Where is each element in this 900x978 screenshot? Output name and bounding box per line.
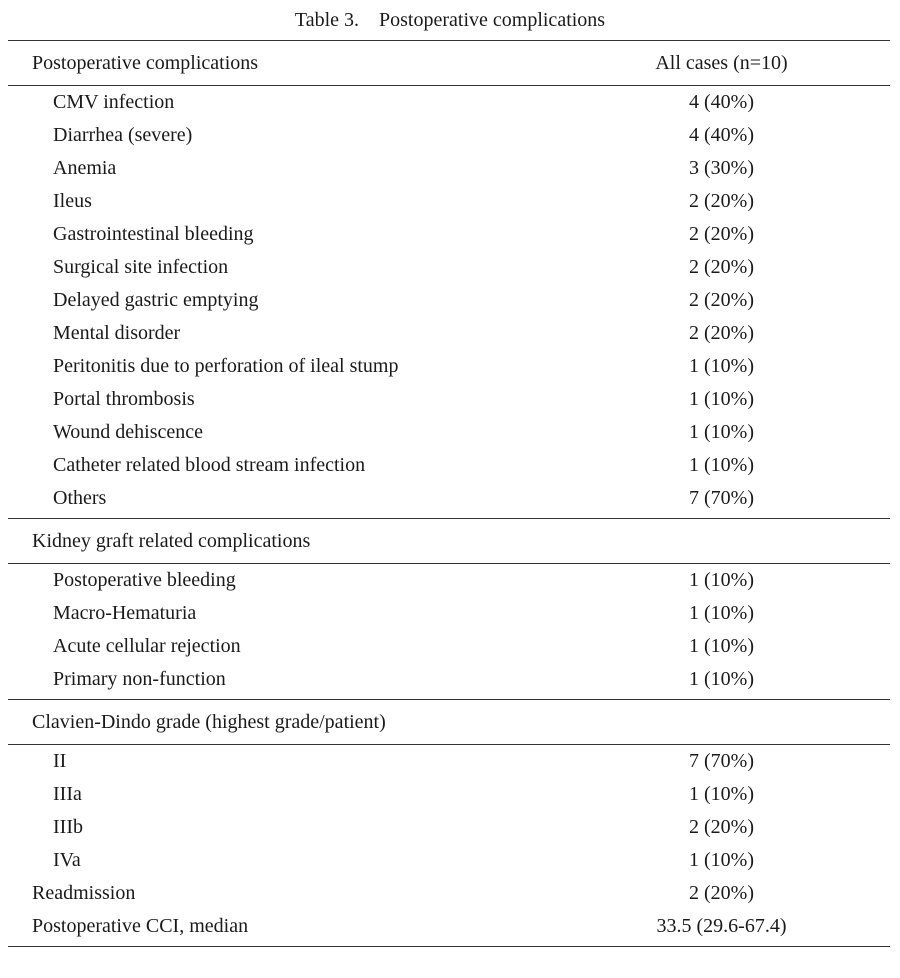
table-row xyxy=(8,86,890,119)
row-value: 33.5 (29.6-67.4) xyxy=(656,915,787,937)
table-row xyxy=(8,811,890,844)
row-value: 1 (10%) xyxy=(689,602,754,624)
row-label: Portal thrombosis xyxy=(53,388,195,410)
row-label: II xyxy=(53,750,67,772)
row-label: Mental disorder xyxy=(53,322,181,344)
row-value: 1 (10%) xyxy=(689,635,754,657)
table-row xyxy=(8,910,890,943)
row-value: 1 (10%) xyxy=(689,668,754,690)
row-value: 1 (10%) xyxy=(689,783,754,805)
row-label: Anemia xyxy=(53,157,117,179)
table-row xyxy=(8,745,890,778)
header-label: Postoperative complications xyxy=(32,52,259,74)
section-title: Clavien-Dindo grade (highest grade/patient) xyxy=(32,711,386,733)
table-row xyxy=(8,152,890,185)
row-value: 3 (30%) xyxy=(689,157,754,179)
row-label: Postoperative bleeding xyxy=(53,569,236,591)
row-label: Diarrhea (severe) xyxy=(53,124,193,146)
table-row xyxy=(8,119,890,152)
row-label: Macro-Hematuria xyxy=(53,602,197,624)
row-value: 1 (10%) xyxy=(689,388,754,410)
row-label: Peritonitis due to perforation of ileal stump xyxy=(53,355,399,377)
row-label: Gastrointestinal bleeding xyxy=(53,223,254,245)
row-value: 2 (20%) xyxy=(689,223,754,245)
section-heading xyxy=(8,700,890,744)
header-value: All cases (n=10) xyxy=(655,52,788,74)
row-value: 7 (70%) xyxy=(689,750,754,772)
bottom-rule xyxy=(8,946,890,947)
section-footer xyxy=(8,877,890,946)
section-title: Kidney graft related complications xyxy=(32,530,311,552)
table-caption: Table 3. Postoperative complications xyxy=(294,9,606,31)
row-label: CMV infection xyxy=(53,91,175,113)
table-row xyxy=(8,482,890,515)
row-value: 7 (70%) xyxy=(689,487,754,509)
row-label: Catheter related blood stream infection xyxy=(53,454,366,476)
row-value: 4 (40%) xyxy=(689,124,754,146)
section-heading xyxy=(8,519,890,563)
row-value: 1 (10%) xyxy=(689,454,754,476)
row-label: Ileus xyxy=(53,190,92,212)
row-label: Acute cellular rejection xyxy=(53,635,241,657)
table-row xyxy=(8,350,890,383)
row-value: 2 (20%) xyxy=(689,256,754,278)
row-value: 4 (40%) xyxy=(689,91,754,113)
row-label: Delayed gastric emptying xyxy=(53,289,259,311)
row-value: 1 (10%) xyxy=(689,421,754,443)
table-row xyxy=(8,597,890,630)
row-label: Wound dehiscence xyxy=(53,421,203,443)
section-postoperative xyxy=(8,86,890,518)
table-row xyxy=(8,449,890,482)
table-row xyxy=(8,218,890,251)
table-row xyxy=(8,317,890,350)
row-label: IVa xyxy=(53,849,81,871)
row-value: 2 (20%) xyxy=(689,190,754,212)
row-value: 2 (20%) xyxy=(689,882,754,904)
row-value: 2 (20%) xyxy=(689,322,754,344)
table-row xyxy=(8,251,890,284)
row-value: 1 (10%) xyxy=(689,355,754,377)
table-row xyxy=(8,564,890,597)
table-row xyxy=(8,778,890,811)
row-label: Others xyxy=(53,487,107,509)
row-label: Primary non-function xyxy=(53,668,226,690)
row-value: 1 (10%) xyxy=(689,849,754,871)
row-label: IIIa xyxy=(53,783,82,805)
table-row xyxy=(8,383,890,416)
table-row xyxy=(8,877,890,910)
table-row xyxy=(8,284,890,317)
table-row xyxy=(8,416,890,449)
row-value: 1 (10%) xyxy=(689,569,754,591)
row-label: IIIb xyxy=(53,816,83,838)
row-value: 2 (20%) xyxy=(689,816,754,838)
complications-table xyxy=(8,40,890,947)
row-label: Readmission xyxy=(32,882,136,904)
row-label: Surgical site infection xyxy=(53,256,229,278)
row-value: 2 (20%) xyxy=(689,289,754,311)
table-row xyxy=(8,663,890,696)
header-row xyxy=(8,41,890,85)
section-kidney-graft xyxy=(8,564,890,699)
table-row xyxy=(8,630,890,663)
table-row xyxy=(8,185,890,218)
section-clavien-dindo xyxy=(8,745,890,877)
row-label: Postoperative CCI, median xyxy=(32,915,249,937)
table-row xyxy=(8,844,890,877)
